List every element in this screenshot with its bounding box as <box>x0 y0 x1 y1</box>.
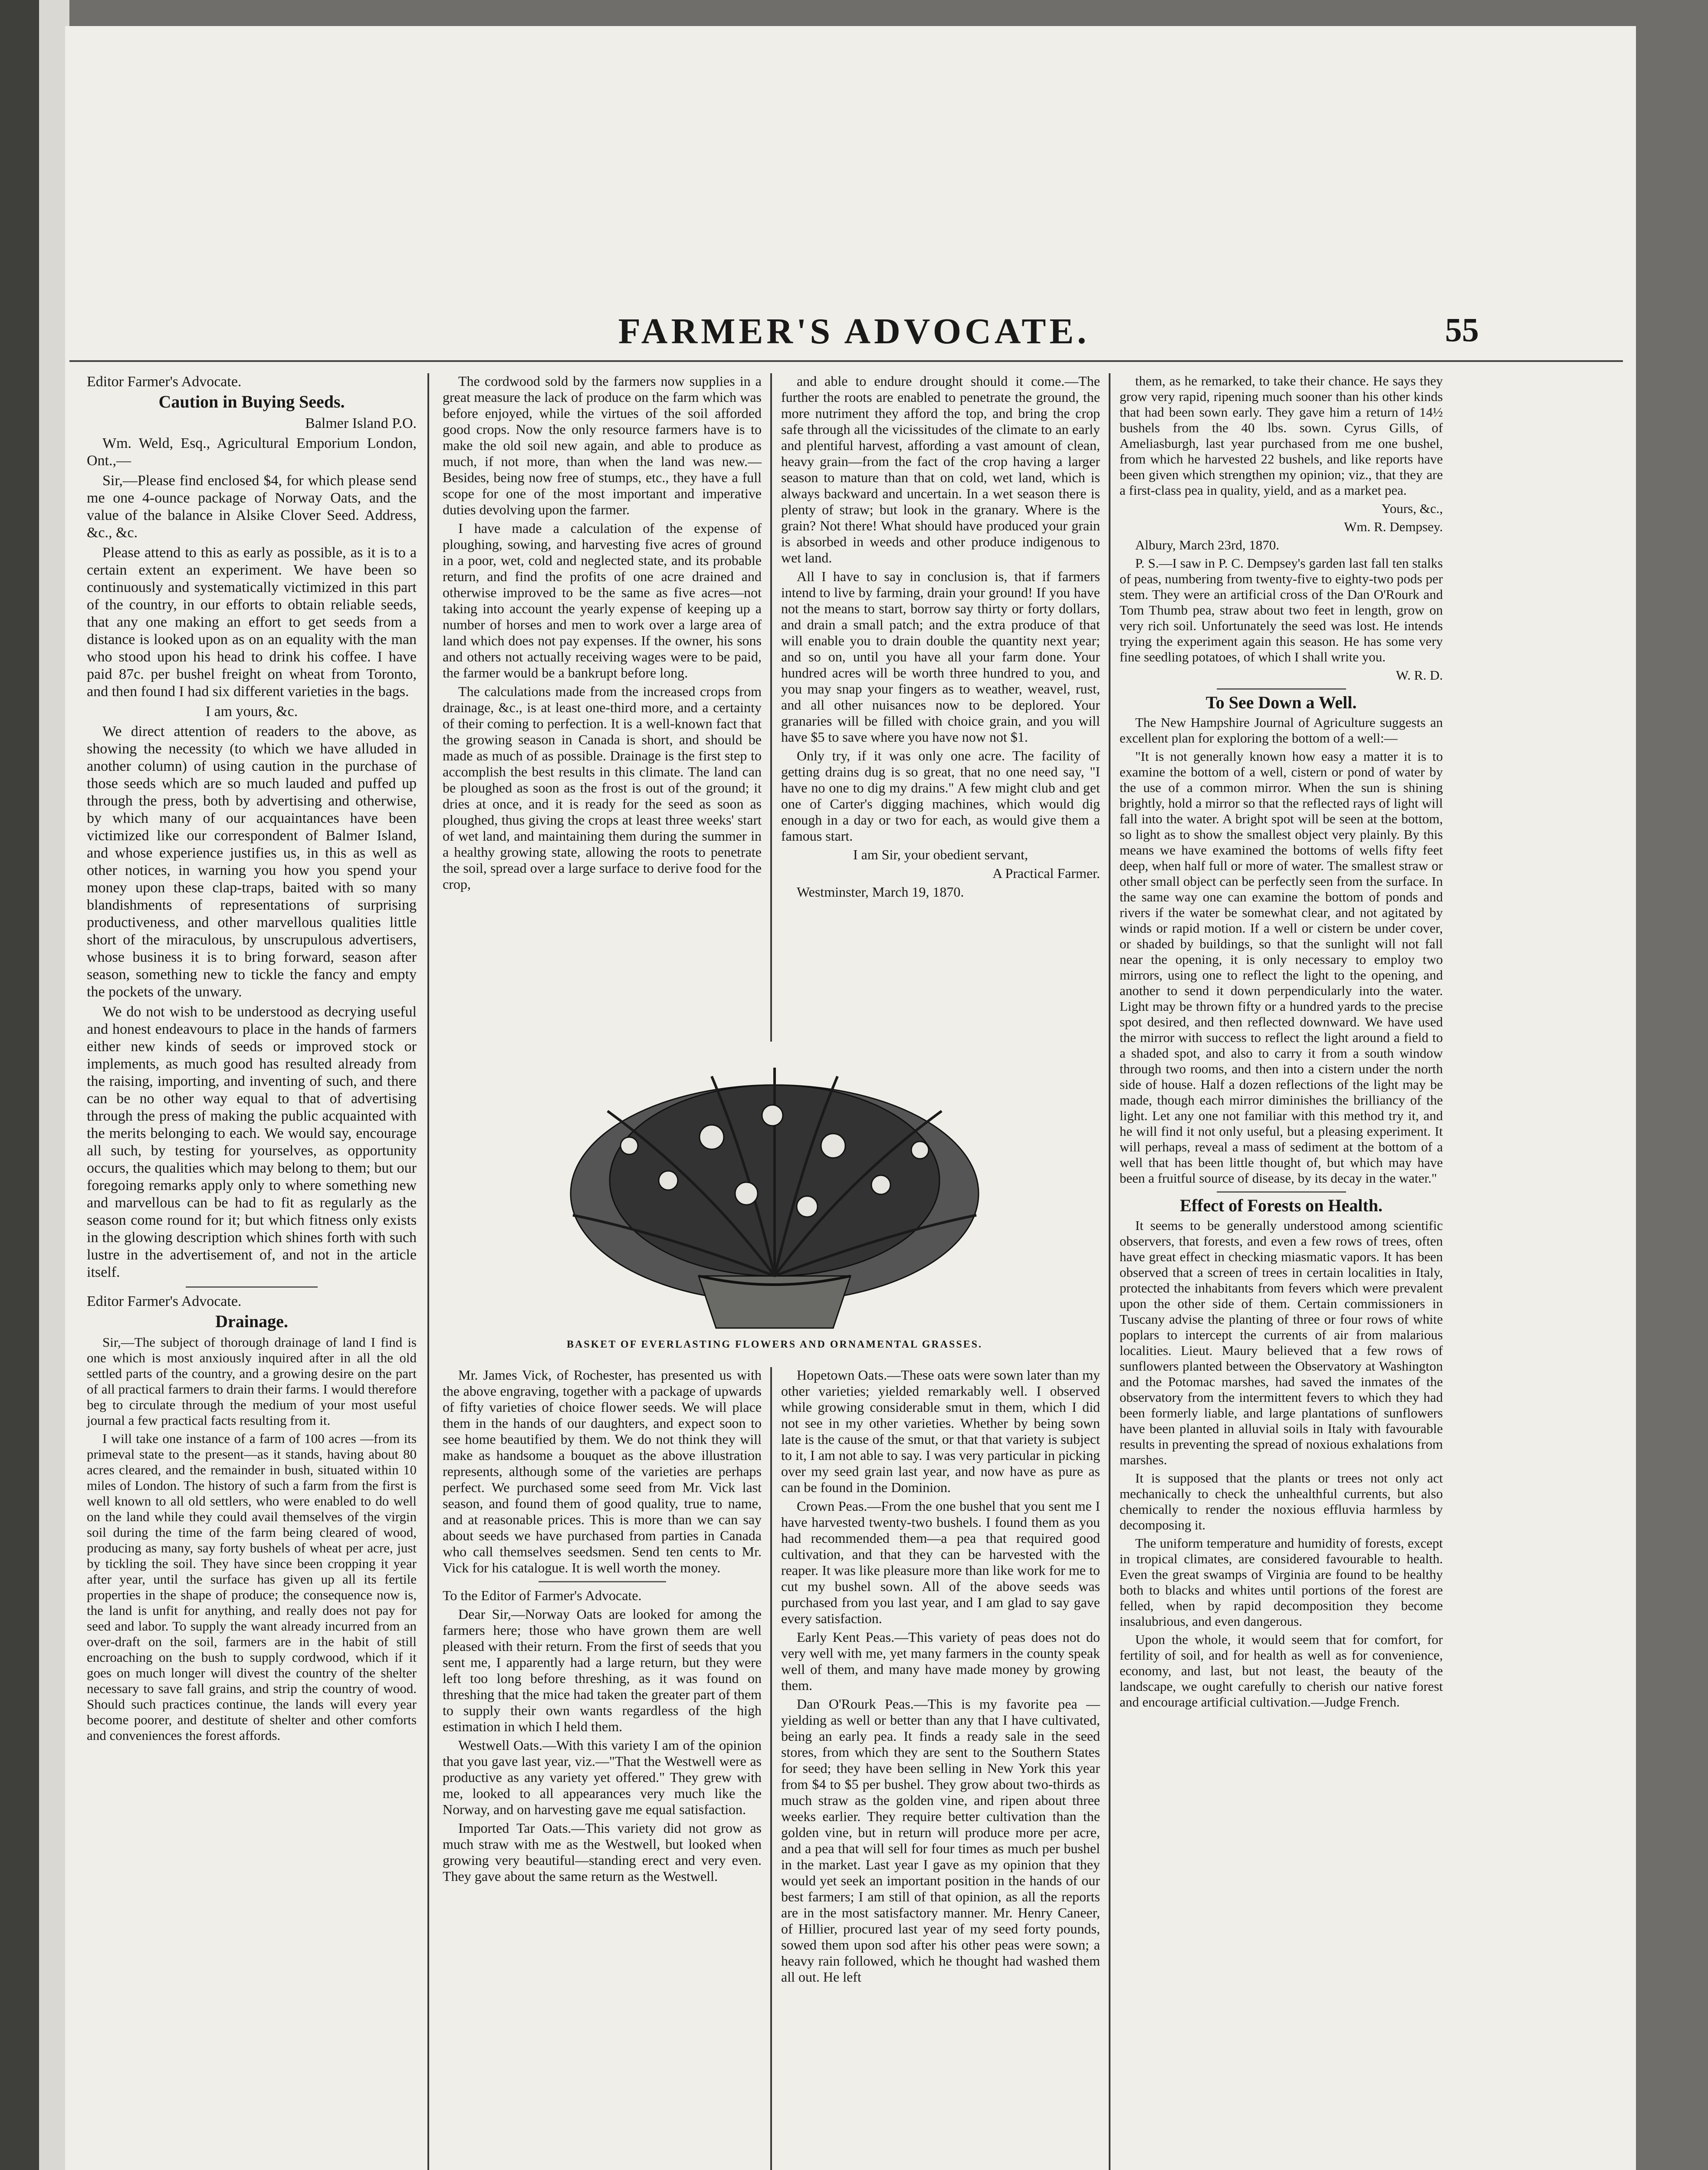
forest-paragraph: It seems to be generally understood among scientific observers, that forests, and even a few rows of trees, often have great effect in checking miasmatic vapors. It has been observed that a screen of trees in certain localities in Italy, protected the inhabitants from fevers which were prevalent upon the other side of them. Certain commissioners in Tuscany advise the planting of three or four rows of white poplars to intercept the currents of air from malarious localities. Lieut. Maury believed that a few rows of sunflowers planted between the Observatory at Washington and the Potomac marshes, had saved the inmates of the observatory from the intermittent fevers to which they had been formerly liable, and large plantations of sunflowers have been planted in alluvial soils in Italy with favourable results in preventing the spread of noxious exhalations from marshes. <box>1120 1218 1443 1467</box>
seed-report: Westwell Oats.—With this variety I am of the opinion that you gave last year, viz.—"That the Westwell were as productive as any variety yet offered." They grew with me, looked to all appearances very much like the Norway, and on harvesting gave me equal satisfaction. <box>443 1737 762 1817</box>
salutation: Editor Farmer's Advocate. <box>87 1293 242 1309</box>
column-1 <box>87 373 417 1746</box>
forest-paragraph: Upon the whole, it would seem that for comfort, for fertility of soil, and for health as well as for convenience, economy, and last, but not least, the beauty of the landscape, we ought carefully to cherish our native forest and encourage artificial cultivation.—Judge French. <box>1120 1632 1443 1710</box>
letter-body: Please attend to this as early as possible, as it is to a certain extent an experiment. We have been so continuously and systematically victimized in this part of the country, in our efforts to obtain reliable seeds, that any one making an effort to get seeds from a distance is looked upon as on an equality with the man who stood upon his head to drink his coffee. I have paid 87c. per bushel freight on wheat from Toronto, and then found I had six different varieties in the bags. <box>87 545 417 700</box>
salutation: To the Editor of Farmer's Advocate. <box>443 1588 642 1603</box>
forest-paragraph: It is supposed that the plants or trees not only act mechanically to check the unhealthful currents, but also chemically to render the noxious effluvia harmless by decomposing it. <box>1120 1470 1443 1532</box>
column-rule <box>427 373 429 2170</box>
drainage-continued: Only try, if it was only one acre. The facility of getting drains dug is so great, that no one need say, "I have no one to dig my drains." A few might club and get one of Carter's digging machines, which would dig enough in a day or two for each, as would give them a famous start. <box>781 748 1100 844</box>
column-3 <box>781 373 1100 903</box>
well-paragraph: The New Hampshire Journal of Agriculture suggests an excellent plan for exploring the bottom of a well:— <box>1120 715 1443 746</box>
drainage-paragraph: I will take one instance of a farm of 100 acres —from its primeval state to the present—as it stands, having about 80 acres cleared, and the remainder in bush, situated within 10 miles of London. The history of such a farm from the first is well known to all old settlers, who were enabled to do well on the land while they could avail themselves of the virgin soil during the time of the farm being cleared of wood, producing as many, say forty bushels of wheat per acre, just by tickling the soil. They have since been cropping it year after year, until the surface has given up all its fertile properties in the shape of produce; the consequence now is, the land is unfit for anything, and really does not pay for seed and labor. To supply the want already incurred from an over-draft on the soil, farmers are in the habit of still encroaching on the bush to supply cordwood, which if it goes on much longer will divest the country of the shelter necessary to save fall grains, and strip the country of wood. Should such practices continue, the lands will every year become poorer, and destitute of shelter and other comforts and conveniences the forest affords. <box>87 1431 417 1743</box>
article-heading-drainage: Drainage. <box>215 1312 288 1331</box>
drainage-continued: I have made a calculation of the expense of ploughing, sowing, and harvesting five acres of ground in a poor, wet, cold and neglected state, and its probable return, and find the profits of one acre drained and otherwise improved to be the same as five acres—not taking into account the yearly expense of keeping up a number of horses and men to work over a large area of land which does not pay expenses. If the owner, his sons and others not actually receiving wages were to be paid, the farmer would be a bankrupt before long. <box>443 520 762 681</box>
seed-report: Hopetown Oats.—These oats were sown later than my other varieties; yielded remarkably well. I observed while growing considerable smut in them, which I did not see in my other varieties. Whether by being sown late is the cause of the smut, or that that variety is subject to it, I am not able to say. I was very particular in picking over my seed grain last year, and now have as pure as can be found in the Dominion. <box>781 1367 1100 1495</box>
drainage-continued: and able to endure drought should it come.—The further the roots are enabled to penetrate the ground, the more nutriment they afford the top, and bring the crop safe through all the vicissitudes of the climate to an early and plentiful harvest, affording a vast amount of clean, heavy grain—from the fact of the crop having a larger season to mature than that on cold, wet land, which is always backward and uncertain. In a wet season there is plenty of straw; but look in the granary. Where is the grain? Not there! What should have produced your grain is absorbed in weeds and other produce indigenous to wet land. <box>781 373 1100 566</box>
letter-date: Albury, March 23rd, 1870. <box>1135 537 1280 552</box>
drainage-paragraph: Sir,—The subject of thorough drainage of land I find is one which is most anxiously inquired after in all the old settled parts of the country, and a growing desire on the part of all practical farmers to drain their farms. I would therefore beg to circulate through the medium of your most useful journal a few practical facts resulting from it. <box>87 1335 417 1428</box>
drainage-continued: All I have to say in conclusion is, that if farmers intend to live by farming, drain your ground! If you have not the means to start, borrow say thirty or forty dollars, and drain a small patch; and the extra produce of that will enable you to drain double the quantity next year; and so on, until you have all your farm done. Your hundred acres will be worth three hundred to you, and you may snap your fingers as to weather, weavel, rust, and all other nuisances now to be deplored. Your granaries will be filled with choice grain, and you will have $5 to save where you have now not $1. <box>781 569 1100 745</box>
letter-body: Sir,—Please find enclosed $4, for which please send me one 4-ounce package of Norway Oats, and the value of the balance in Alsike Clover Seed. Address, &c., &c. <box>87 473 417 541</box>
section-divider <box>1217 688 1346 690</box>
editorial-paragraph: We direct attention of readers to the above, as showing the necessity (to which we have alluded in another column) of using caution in the purchase of those seeds which are so much lauded and puffed up through the press, both by advertising and otherwise, by which many of our acquaintances have been victimized like our correspondent of Balmer Island, and whose experience justifies us, in this as well as other notices, in warning you how you spend your money upon these clap-traps, baited with so many blandishments of representations of surprising productiveness, and other marvellous qualities little short of the miraculous, by unscrupulous advertisers, whose business it is to bring forward, season after season, something new to tickle the fancy and empty the pockets of the unwary. <box>87 723 417 1000</box>
letter-signer: Wm. R. Dempsey. <box>1344 519 1443 534</box>
article-heading-well: To See Down a Well. <box>1205 693 1357 712</box>
page-header <box>0 310 1708 354</box>
seed-report: Dear Sir,—Norway Oats are looked for among the farmers here; those who have grown them are well pleased with their return. From the first of seeds that you sent me, I apparently had a large return, but they were left too long before threshing, as it was found on threshing that the mice had taken the greater part of them to supply their own wants regardless of the high estimation in which I held them. <box>443 1606 762 1734</box>
postscript: P. S.—I saw in P. C. Dempsey's garden last fall ten stalks of peas, numbering from twenty-five to eighty-two pods per stem. They were an artificial cross of the Dan O'Rourk and Tom Thumb pea, straw about two feet in length, grow on very rich soil. Unfortunately the seed was lost. He intends trying the experiment again this season. He has some very fine seedling potatoes, of which I shall write you. <box>1120 556 1443 664</box>
header-rule <box>69 360 1623 362</box>
section-divider <box>539 1581 666 1582</box>
article-heading-forests: Effect of Forests on Health. <box>1180 1196 1383 1215</box>
editorial-paragraph: We do not wish to be understood as decrying useful and honest endeavours to place in the hands of farmers either new kinds of seeds or improved stock or implements, as much good has resulted already from the raising, importing, and inventing of such, and there can be no other way equal to that of advertising through the press of making the public acquainted with the merits belonging to each. We would say, encourage all such, by testing for yourselves, as opportunity occurs, the qualities which may belong to them; but our foregoing remarks apply only to where something new and marvellous can be had to fit as regularly as the season come round for it; but which fitness only exists in the glowing description which shines forth with such lustre in the advertisement of, and not in the article itself. <box>87 1004 417 1280</box>
letter-signoff: I am yours, &c. <box>205 704 298 720</box>
flower-basket-engraving <box>443 1050 1107 1332</box>
well-paragraph: "It is not generally known how easy a matter it is to examine the bottom of a well, cistern or pond of water by the use of a common mirror. When the sun is shining brightly, hold a mirror so that the reflected rays of light will fall into the water. A bright spot will be seen at the bottom, so light as to show the smallest object very plainly. By this means we have examined the bottoms of wells fifty feet deep, when half full or more of water. The smallest straw or other small object can be perfectly seen from the surface. In the same way one can examine the bottom of ponds and rivers if the water be somewhat clear, and not agitated by winds or rapid motion. If a well or cistern be under cover, or shaded by buildings, so that the sunlight will not fall near the opening, it is only necessary to employ two mirrors, using one to reflect the light to the opening, and another to send it down perpendicularly into the water. Light may be thrown fifty or a hundred yards to the precise spot desired, and then reflected downward. We have used the mirror with success to reflect the light around a field to a shaded spot, and also to carry it from a south window through two rooms, and then into a cistern under the north side of house. Half a dozen reflections of the light may be made, though each mirror diminishes the brilliancy of the light. Let any one not familiar with this method try it, and he will find it not only useful, but a pleasing experiment. It will perhaps, reveal a mass of sediment at the bottom of a well that has been little thought of, but which may have been a fruitful source of disease, by its decay in the water." <box>1120 749 1443 1186</box>
pea-report: them, as he remarked, to take their chance. He says they grow very rapid, ripening much sooner than his other kinds that had been sown early. They gave him a return of 14½ bushels from the 40 lbs. sown. Cyrus Gills, of Ameliasburgh, last year purchased from me one bushel, from which he harvested 22 bushels, and like reports have been given which strengthen my opinion; viz., that they are a first-class pea in quality, yield, and as a market pea. <box>1120 373 1443 498</box>
letter-place: Balmer Island P.O. <box>305 415 417 431</box>
column-3-lower <box>781 1367 1100 1988</box>
section-divider <box>1217 1191 1346 1193</box>
forest-paragraph: The uniform temperature and humidity of forests, except in tropical climates, are considered favourable to health. Even the great swamps of Virginia are found to be healthy both to blacks and whites until portions of the forest are felled, when by rapid decomposition they become insalubrious, and even dangerous. <box>1120 1535 1443 1629</box>
letter-address: Wm. Weld, Esq., Agricultural Emporium London, Ont.,— <box>87 435 417 469</box>
seed-report: Crown Peas.—From the one bushel that you sent me I have harvested twenty-two bushels. I found them as you had recommended them—a pea that required good cultivation, and that they can be harvested with the reaper. It was like pleasure more than like work for me to cut my bushel sown. All of the above seeds was purchased from you last year, and I am glad to say gave every satisfaction. <box>781 1498 1100 1626</box>
page-number: 55 <box>1445 311 1479 349</box>
seed-report: Early Kent Peas.—This variety of peas does not do very well with me, yet many farmers in the county speak well of them, and many have made money by growing them. <box>781 1629 1100 1693</box>
flower-basket-icon <box>443 1050 1107 1332</box>
masthead-title: FARMER'S ADVOCATE. <box>618 311 1090 352</box>
column-rule <box>1109 373 1110 2170</box>
letter-closing: I am Sir, your obedient servant, <box>853 847 1028 862</box>
postscript-initials: W. R. D. <box>1396 667 1443 683</box>
column-4 <box>1120 373 1443 1713</box>
salutation: Editor Farmer's Advocate. <box>87 374 242 390</box>
column-rule <box>770 373 772 1042</box>
section-divider <box>186 1286 318 1288</box>
letter-dateline: Westminster, March 19, 1870. <box>797 884 964 900</box>
drainage-continued: The calculations made from the increased crops from drainage, &c., is at least one-third more, and a certainty of their coming to perfection. It is a well-known fact that the growing season in Canada is short, and should be made as much of as possible. Drainage is the first step to accomplish the best results in this climate. The land can be ploughed as soon as the frost is out of the ground; it dries at once, and it is ready for the seed as soon as ploughed, thus giving the crops at least three weeks' start of wet land, and maintaining them during the summer in a healthy growing state, allowing the roots to penetrate the soil, spread over a large surface to derive food for the crop, <box>443 684 762 892</box>
drainage-continued: The cordwood sold by the farmers now supplies in a great measure the lack of produce on the farm which was before enjoyed, while the virtues of the soil afforded good crops. Now the only resource farmers have is to make the old soil new again, and able to produce as much, if not more, than when the land was new.—Besides, being now free of stumps, etc., they have a full scope for one of the most important and imperative duties devolving upon the farmer. <box>443 373 762 517</box>
seed-report: Imported Tar Oats.—This variety did not grow as much straw with me as the Westwell, but looked when growing very beautiful—standing erect and very even. They gave about the same return as the Westwell. <box>443 1820 762 1884</box>
column-rule <box>770 1367 772 2170</box>
engraving-caption: BASKET OF EVERLASTING FLOWERS AND ORNAMENTAL GRASSES. <box>566 1339 983 1350</box>
vick-notice: Mr. James Vick, of Rochester, has presented us with the above engraving, together with a package of upwards of fifty varieties of choice flower seeds. We will place them in the hands of our daughters, and expect soon to see home beautified by them. We do not think they will make as handsome a bouquet as the above illustration represents, although some of the varieties are perhaps perfect. We purchased some seed from Mr. Vick last season, and found them of good quality, true to name, and at reasonable prices. This is more than we can say about seeds we have purchased from parties in Canada who call themselves seedsmen. Send ten cents to Mr. Vick for his catalogue. It is well worth the money. <box>443 1367 762 1575</box>
letter-yours: Yours, &c., <box>1381 501 1443 516</box>
letter-signer: A Practical Farmer. <box>992 865 1100 881</box>
column-2 <box>443 373 762 895</box>
article-heading-caution: Caution in Buying Seeds. <box>158 392 345 411</box>
seed-report: Dan O'Rourk Peas.—This is my favorite pea — yielding as well or better than any that I have cultivated, being an early pea. It finds a ready sale in the seed stores, from which they are sent to the Southern States for seed; they have been selling in New York this year from $4 to $5 per bushel. They grow about two-thirds as much straw as the golden vine, and ripen about three weeks earlier. They require better cultivation than the golden vine, but in return will produce more per acre, and a pea that will sell for four times as much per bushel in the market. Last year I gave as my opinion that they would yet seek an important position in the hands of our best farmers; I am still of that opinion, as all the reports are in the most satisfactory manner. Mr. Henry Caneer, of Hillier, procured last year of my seed forty pounds, sowed them upon sod after his other peas were sown; a heavy rain followed, which he thought had washed them all out. He left <box>781 1696 1100 1985</box>
column-2-lower <box>443 1367 762 1887</box>
